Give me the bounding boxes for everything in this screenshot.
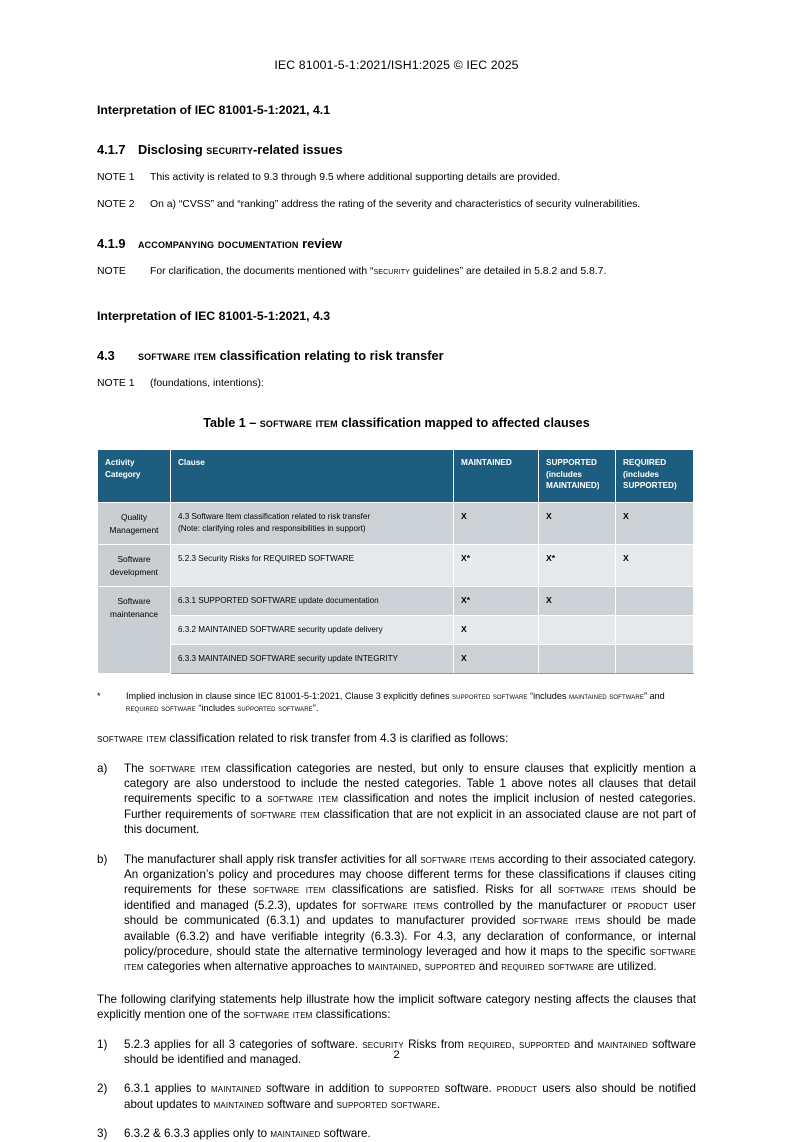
smallcaps-accompanying-documentation: accompanying documentation	[138, 236, 299, 251]
col-header-clause	[171, 450, 454, 503]
seg: classification that are not explicit in an associated clause are not part of this document.	[124, 807, 696, 837]
category-line: Quality	[120, 511, 148, 522]
table-1-software-item-classification	[97, 449, 694, 674]
page-number: 2	[393, 1049, 400, 1061]
cell-maintained: X	[454, 616, 539, 645]
seg: user should be communicated (6.3.1) and updates to manufacturer provided	[124, 898, 696, 928]
seg: software.	[320, 1127, 371, 1141]
note-label: NOTE	[97, 266, 126, 277]
seg: The manufacturer shall apply risk transfer activities for all	[124, 852, 421, 866]
col-header-maintained	[454, 450, 539, 503]
category-line: Management	[109, 524, 159, 535]
smallcaps-supported: supported	[424, 960, 476, 974]
smallcaps-software-item: software item	[149, 761, 221, 775]
note-text-post: guidelines” are detailed in 5.8.2 and 5.8.7.	[409, 266, 607, 277]
smallcaps-required-software: required software	[126, 702, 196, 713]
footnote-seg: Implied inclusion in clause since IEC 81001-5-1:2021, Clause 3 explicitly defines	[126, 690, 453, 701]
cell-clause	[171, 616, 454, 645]
list-item-b-text	[124, 852, 696, 975]
col-header-line: Activity	[105, 458, 135, 467]
col-header-supported	[539, 450, 616, 503]
cell-clause	[171, 644, 454, 673]
smallcaps-software-item: software item	[138, 348, 217, 363]
smallcaps-software-item: software item	[243, 1008, 313, 1022]
smallcaps-software-item: software item	[250, 807, 320, 821]
seg: classification categories are nested, but only to ensure clauses that explicitly mention a category are also understood to include the nested categories. Table 1 above notes all clauses that detail requirements specific to a	[124, 761, 696, 806]
table-footnote	[97, 690, 696, 715]
cell-activity-category	[98, 545, 171, 587]
footnote-text	[126, 690, 696, 715]
col-header-line: (includes	[623, 469, 659, 479]
cell-supported: X	[539, 587, 616, 616]
paragraph-intro-text: classification related to risk transfer from 4.3 is clarified as follows:	[166, 732, 509, 746]
clause-line: 6.3.1 SUPPORTED SOFTWARE update documentation	[178, 596, 379, 606]
smallcaps-maintained: maintained	[597, 1037, 648, 1051]
table-row	[98, 545, 694, 587]
note-text: This activity is related to 9.3 through 9.5 where additional supporting details are provided.	[150, 172, 561, 183]
smallcaps-software-item: software item	[259, 416, 338, 430]
heading-clause-4-1-7	[97, 142, 696, 157]
seg: software should be identified and managed.	[124, 1037, 696, 1066]
smallcaps-software-item: software item	[267, 792, 339, 806]
heading-clause-4-1-9	[97, 236, 696, 251]
smallcaps-security: security	[373, 266, 410, 277]
clause-line: 4.3 Software Item classification related to risk transfer	[178, 511, 371, 521]
smallcaps-maintained: maintained	[213, 1097, 264, 1111]
smallcaps-product: product	[496, 1082, 538, 1096]
cell-clause	[171, 587, 454, 616]
heading-interpretation-4-3: Interpretation of IEC 81001-5-1:2021, 4.3	[97, 309, 331, 323]
category-line: development	[110, 566, 158, 577]
seg: 6.3.2 & 6.3.3 applies only to	[124, 1127, 271, 1141]
clause-title-4-3-post: classification relating to risk transfer	[216, 348, 444, 363]
clause-line: 6.3.3 MAINTAINED SOFTWARE security update INTEGRITY	[178, 653, 398, 663]
heading-interpretation-4-1: Interpretation of IEC 81001-5-1:2021, 4.1	[97, 103, 331, 117]
table-caption-pre: Table 1 –	[203, 416, 260, 430]
cell-activity-category	[98, 502, 171, 544]
col-header-line: (includes	[546, 469, 582, 479]
note-text: On a) “CVSS” and “ranking” address the rating of the severity and characteristics of security vulnerabilities.	[150, 199, 641, 210]
col-header-line: MAINTAINED)	[546, 481, 600, 491]
col-header-line: Category	[105, 469, 141, 479]
col-header-line: Clause	[178, 458, 205, 467]
seg: ,	[418, 960, 425, 974]
note-4-1-7-1	[97, 171, 696, 184]
smallcaps-maintained: maintained	[367, 960, 419, 974]
smallcaps-supported-software: supported software	[452, 690, 528, 701]
list-item-b	[97, 852, 696, 975]
seg: ,	[511, 1037, 519, 1051]
seg: The	[124, 761, 150, 775]
clause-title-4-1-7-post: -related issues	[253, 142, 343, 157]
col-header-line: SUPPORTED)	[623, 481, 677, 491]
smallcaps-software-items: software items	[361, 898, 439, 912]
paragraph-clarifying	[97, 992, 696, 1023]
cell-maintained: X	[454, 644, 539, 673]
seg: classification and notes the implicit inclusion of nested categories. Further requirements of	[124, 792, 696, 821]
smallcaps-maintained: maintained	[270, 1127, 321, 1141]
note-text: (foundations, intentions):	[150, 378, 264, 389]
smallcaps-maintained: maintained	[211, 1082, 262, 1096]
seg: 5.2.3 applies for all 3 categories of software.	[124, 1037, 363, 1051]
table-body	[98, 502, 694, 673]
table-row	[98, 644, 694, 673]
smallcaps-software-items: software items	[420, 852, 495, 866]
cell-supported	[539, 644, 616, 673]
clause-title-4-1-9	[138, 236, 342, 251]
clause-title-4-3	[138, 348, 444, 363]
table-header-row	[98, 450, 694, 503]
smallcaps-supported-software: supported software	[336, 1097, 437, 1111]
heading-clause-4-3	[97, 348, 696, 363]
cell-required: X	[616, 545, 694, 587]
smallcaps-supported: supported	[388, 1082, 440, 1096]
list-marker: a)	[97, 761, 108, 775]
footnote-seg: “includes	[195, 702, 238, 713]
category-line: maintenance	[110, 608, 158, 619]
list-item-3-text	[124, 1126, 696, 1141]
cell-supported	[539, 616, 616, 645]
smallcaps-required: required	[468, 1037, 512, 1051]
seg: Risks from	[403, 1037, 469, 1051]
smallcaps-security: security	[206, 142, 253, 157]
seg: 6.3.1 applies to	[124, 1082, 211, 1096]
clause-line: 6.3.2 MAINTAINED SOFTWARE security update delivery	[178, 625, 383, 635]
cell-maintained: X*	[454, 545, 539, 587]
col-header-activity-category	[98, 450, 171, 503]
seg: according to their associated category. An organization’s policy and procedures may choose different terms for these classifications if clauses citing requirements for these	[124, 852, 696, 897]
table-header	[98, 450, 694, 503]
list-marker: 1)	[97, 1037, 108, 1051]
clause-number-4-1-7: 4.1.7	[97, 142, 126, 157]
smallcaps-software-items: software items	[558, 883, 637, 897]
smallcaps-maintained-software: maintained software	[569, 690, 644, 701]
seg: classifications:	[312, 1008, 391, 1022]
smallcaps-software-items: software items	[522, 914, 601, 928]
note-4-1-7-2	[97, 198, 696, 211]
seg: software in addition to	[261, 1082, 389, 1096]
col-header-line: MAINTAINED	[461, 458, 512, 467]
note-label: NOTE 2	[97, 199, 135, 210]
clause-title-4-1-7	[138, 142, 343, 157]
seg: software and	[263, 1097, 337, 1111]
table-row	[98, 587, 694, 616]
list-item-2	[97, 1081, 696, 1112]
note-label: NOTE 1	[97, 172, 135, 183]
smallcaps-software-item: software item	[252, 883, 326, 897]
seg: and	[569, 1037, 598, 1051]
seg: classifications are satisfied. Risks for all	[325, 883, 559, 897]
running-head: IEC 81001-5-1:2021/ISH1:2025 © IEC 2025	[274, 58, 519, 72]
list-item-3	[97, 1126, 696, 1141]
clause-title-4-1-9-post: review	[298, 236, 342, 251]
note-text	[150, 265, 696, 278]
table-row	[98, 502, 694, 544]
list-marker: 2)	[97, 1082, 108, 1096]
list-marker: b)	[97, 852, 108, 866]
cell-activity-category	[98, 587, 171, 673]
clause-line: (Note: clarifying roles and responsibilities in support)	[178, 523, 366, 533]
cell-required: X	[616, 502, 694, 544]
seg: .	[436, 1097, 441, 1111]
list-item-2-text	[124, 1081, 696, 1112]
smallcaps-supported-software: supported software	[237, 702, 313, 713]
table-caption-post: classification mapped to affected clauses	[337, 416, 590, 430]
seg: are utilized.	[594, 960, 657, 974]
col-header-required	[616, 450, 694, 503]
clause-line: 5.2.3 Security Risks for REQUIRED SOFTWARE	[178, 554, 354, 564]
cell-required	[616, 644, 694, 673]
smallcaps-required-software: required software	[501, 960, 595, 974]
note-text-pre: For clarification, the documents mentioned with “	[150, 266, 374, 277]
category-line: Software	[117, 554, 151, 565]
col-header-line: SUPPORTED	[546, 458, 597, 467]
seg: controlled by the manufacturer or	[438, 898, 628, 912]
seg: should be made available (6.3.2) and have verifiable integrity (6.3.3). For 4.3, any declaration of conformance, or internal policy/procedure, should state the alternative terminology leveraged and how it maps to the specific	[124, 914, 697, 958]
table-1-caption	[97, 416, 696, 430]
smallcaps-product: product	[627, 898, 669, 912]
seg: and	[475, 960, 502, 974]
col-header-line: REQUIRED	[623, 458, 667, 467]
footnote-marker: *	[97, 690, 101, 701]
cell-maintained: X*	[454, 587, 539, 616]
table-row	[98, 616, 694, 645]
clause-title-4-1-7-pre: Disclosing	[138, 142, 207, 157]
cell-clause	[171, 545, 454, 587]
note-label: NOTE 1	[97, 378, 135, 389]
note-4-3-1	[97, 377, 696, 390]
cell-maintained: X	[454, 502, 539, 544]
footnote-seg: ” and	[643, 690, 665, 701]
list-item-a-text	[124, 761, 696, 838]
seg: software.	[439, 1082, 497, 1096]
note-4-1-9	[97, 265, 696, 278]
list-item-a	[97, 761, 696, 838]
list-marker: 3)	[97, 1127, 108, 1141]
seg: should be identified and managed (5.2.3), updates for	[124, 883, 697, 912]
seg: categories when alternative approaches to	[143, 960, 368, 974]
clause-number-4-3: 4.3	[97, 348, 115, 363]
smallcaps-software-item: software item	[97, 732, 167, 746]
smallcaps-security: security	[362, 1037, 404, 1051]
footnote-seg: ”.	[312, 702, 319, 713]
footnote-seg: “includes	[527, 690, 569, 701]
cell-supported: X	[539, 502, 616, 544]
cell-required	[616, 616, 694, 645]
paragraph-intro	[97, 731, 696, 746]
smallcaps-supported: supported	[519, 1037, 570, 1051]
category-line: Software	[117, 596, 151, 607]
cell-required	[616, 587, 694, 616]
seg: The following clarifying statements help illustrate how the implicit software category nesting affects the clauses that explicitly mention one of the	[97, 992, 696, 1022]
cell-clause	[171, 502, 454, 544]
seg: users also should be notified about updates to	[124, 1082, 697, 1111]
smallcaps-software-item: software item	[124, 944, 696, 974]
cell-supported: X*	[539, 545, 616, 587]
clause-number-4-1-9: 4.1.9	[97, 236, 126, 251]
